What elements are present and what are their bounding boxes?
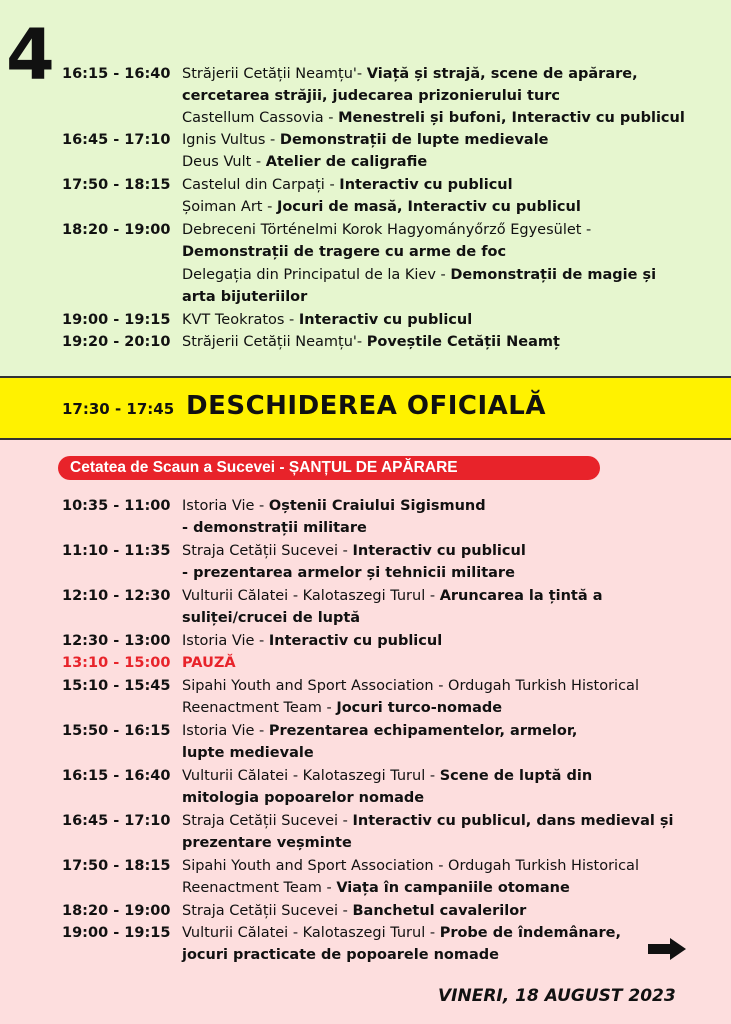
schedule-time: 11:10 - 11:35 bbox=[62, 543, 171, 559]
schedule-entry bbox=[182, 676, 639, 696]
schedule-entry bbox=[182, 743, 314, 763]
entry-group: Straja Cetății Sucevei - bbox=[182, 813, 353, 829]
schedule-time: 15:10 - 15:45 bbox=[62, 678, 171, 694]
schedule-entry bbox=[182, 923, 621, 943]
entry-activity: Atelier de caligrafie bbox=[265, 154, 428, 170]
entry-activity: Interactiv cu publicul bbox=[298, 312, 473, 328]
entry-activity: Banchetul cavalerilor bbox=[352, 903, 527, 919]
entry-activity: Prezentarea echipamentelor, armelor, bbox=[268, 723, 578, 739]
banner-title: DESCHIDEREA OFICIALĂ bbox=[186, 391, 546, 421]
schedule-entry bbox=[182, 220, 591, 240]
entry-activity: Aruncarea la țintă a bbox=[439, 588, 603, 604]
entry-group: Straja Cetății Sucevei - bbox=[182, 543, 353, 559]
entry-group: Străjerii Cetății Neamțu'- bbox=[182, 66, 367, 82]
entry-group: Străjerii Cetății Neamțu'- bbox=[182, 334, 367, 350]
entry-group: Vulturii Călatei - Kalotaszegi Turul - bbox=[182, 588, 440, 604]
entry-group: Reenactment Team - bbox=[182, 700, 337, 716]
entry-group: Sipahi Youth and Sport Association - Ordugah Turkish Historical bbox=[182, 858, 639, 874]
entry-activity: suliței/crucei de luptă bbox=[182, 610, 361, 626]
schedule-time: 13:10 - 15:00 bbox=[62, 655, 171, 671]
schedule-entry bbox=[182, 653, 236, 673]
schedule-entry bbox=[182, 332, 560, 352]
entry-activity: arta bijuteriilor bbox=[182, 289, 308, 305]
schedule-entry bbox=[182, 518, 367, 538]
schedule-entry bbox=[182, 152, 427, 172]
entry-group: Straja Cetății Sucevei - bbox=[182, 903, 353, 919]
schedule-time: 16:45 - 17:10 bbox=[62, 813, 171, 829]
entry-group: Debreceni Történelmi Korok Hagyományőrző Egyesület - bbox=[182, 222, 592, 238]
schedule-entry bbox=[182, 811, 674, 831]
entry-activity: Viața în campaniile otomane bbox=[336, 880, 570, 896]
entry-group: Delegația din Principatul de la Kiev - bbox=[182, 267, 451, 283]
entry-activity: Interactiv cu publicul bbox=[352, 543, 526, 559]
entry-group: Ignis Vultus - bbox=[182, 132, 280, 148]
schedule-time: 17:50 - 18:15 bbox=[62, 858, 171, 874]
entry-activity: Demonstrații de lupte medievale bbox=[279, 132, 549, 148]
schedule-entry bbox=[182, 287, 307, 307]
schedule-time: 12:30 - 13:00 bbox=[62, 633, 171, 649]
schedule-time: 19:00 - 19:15 bbox=[62, 312, 171, 328]
schedule-entry bbox=[182, 108, 685, 128]
schedule-entry bbox=[182, 698, 502, 718]
schedule-time: 10:35 - 11:00 bbox=[62, 498, 171, 514]
schedule-entry bbox=[182, 242, 506, 262]
entry-group: Castelul din Carpați - bbox=[182, 177, 340, 193]
schedule-time: 12:10 - 12:30 bbox=[62, 588, 171, 604]
schedule-time: 16:15 - 16:40 bbox=[62, 66, 171, 82]
schedule-entry bbox=[182, 631, 442, 651]
schedule-entry bbox=[182, 766, 592, 786]
entry-activity: Jocuri turco-nomade bbox=[336, 700, 503, 716]
schedule-entry bbox=[182, 608, 360, 628]
entry-group: KVT Teokratos - bbox=[182, 312, 299, 328]
schedule-entry bbox=[182, 310, 472, 330]
schedule-entry bbox=[182, 833, 352, 853]
schedule-time: 19:20 - 20:10 bbox=[62, 334, 171, 350]
entry-activity: Poveștile Cetății Neamț bbox=[366, 334, 560, 350]
entry-activity: Demonstrații de tragere cu arme de foc bbox=[182, 244, 507, 260]
entry-group: Reenactment Team - bbox=[182, 880, 337, 896]
footer-date: VINERI, 18 AUGUST 2023 bbox=[438, 986, 676, 1006]
schedule-time: 16:45 - 17:10 bbox=[62, 132, 171, 148]
entry-activity: Jocuri de masă, Interactiv cu publicul bbox=[276, 199, 581, 215]
entry-activity: Interactiv cu publicul, dans medieval și bbox=[352, 813, 674, 829]
entry-activity: Scene de luptă din bbox=[439, 768, 593, 784]
entry-activity: Interactiv cu publicul bbox=[339, 177, 513, 193]
schedule-entry bbox=[182, 175, 513, 195]
schedule-time: 18:20 - 19:00 bbox=[62, 222, 171, 238]
schedule-entry bbox=[182, 721, 577, 741]
entry-activity: prezentare veșminte bbox=[182, 835, 352, 851]
entry-group: Sipahi Youth and Sport Association - Ordugah Turkish Historical bbox=[182, 678, 639, 694]
schedule-time: 16:15 - 16:40 bbox=[62, 768, 171, 784]
entry-activity: mitologia popoarelor nomade bbox=[182, 790, 425, 806]
entry-group: Vulturii Călatei - Kalotaszegi Turul - bbox=[182, 768, 440, 784]
entry-activity: lupte medievale bbox=[182, 745, 314, 761]
entry-activity: - demonstrații militare bbox=[182, 520, 367, 536]
section-title: Cetatea de Scaun a Sucevei - ȘANȚUL DE APĂRARE bbox=[58, 456, 600, 480]
entry-group: Șoiman Art - bbox=[182, 199, 277, 215]
banner-time: 17:30 - 17:45 bbox=[62, 400, 175, 418]
entry-activity: cercetarea străjii, judecarea prizonierului turc bbox=[182, 88, 561, 104]
official-opening-banner bbox=[0, 376, 731, 440]
schedule-entry bbox=[182, 901, 526, 921]
schedule-entry bbox=[182, 86, 560, 106]
schedule-time: 15:50 - 16:15 bbox=[62, 723, 171, 739]
schedule-entry bbox=[182, 945, 499, 965]
schedule-time: 18:20 - 19:00 bbox=[62, 903, 171, 919]
entry-activity: Probe de îndemânare, bbox=[439, 925, 621, 941]
arrow-right-icon bbox=[648, 938, 686, 960]
entry-group: Vulturii Călatei - Kalotaszegi Turul - bbox=[182, 925, 440, 941]
schedule-entry bbox=[182, 496, 486, 516]
page-number: 4 bbox=[6, 14, 55, 96]
entry-activity: Menestreli și bufoni, Interactiv cu publicul bbox=[338, 110, 685, 126]
schedule-entry bbox=[182, 64, 638, 84]
schedule-entry bbox=[182, 130, 549, 150]
schedule-entry bbox=[182, 265, 656, 285]
entry-activity: jocuri practicate de popoarele nomade bbox=[182, 947, 499, 963]
entry-activity: - prezentarea armelor și tehnicii militare bbox=[182, 565, 515, 581]
entry-group: Istoria Vie - bbox=[182, 498, 269, 514]
entry-activity: PAUZĂ bbox=[182, 655, 236, 671]
schedule-entry bbox=[182, 586, 602, 606]
schedule-entry bbox=[182, 856, 639, 876]
entry-group: Deus Vult - bbox=[182, 154, 266, 170]
entry-group: Istoria Vie - bbox=[182, 633, 269, 649]
schedule-entry bbox=[182, 563, 515, 583]
entry-group: Istoria Vie - bbox=[182, 723, 269, 739]
schedule-entry bbox=[182, 541, 526, 561]
schedule-entry bbox=[182, 788, 424, 808]
entry-activity: Demonstrații de magie și bbox=[450, 267, 657, 283]
schedule-time: 17:50 - 18:15 bbox=[62, 177, 171, 193]
entry-activity: Oștenii Craiului Sigismund bbox=[268, 498, 486, 514]
entry-activity: Interactiv cu publicul bbox=[268, 633, 443, 649]
schedule-entry bbox=[182, 197, 581, 217]
entry-activity: Viață și strajă, scene de apărare, bbox=[366, 66, 638, 82]
entry-group: Castellum Cassovia - bbox=[182, 110, 339, 126]
schedule-time: 19:00 - 19:15 bbox=[62, 925, 171, 941]
schedule-entry bbox=[182, 878, 570, 898]
